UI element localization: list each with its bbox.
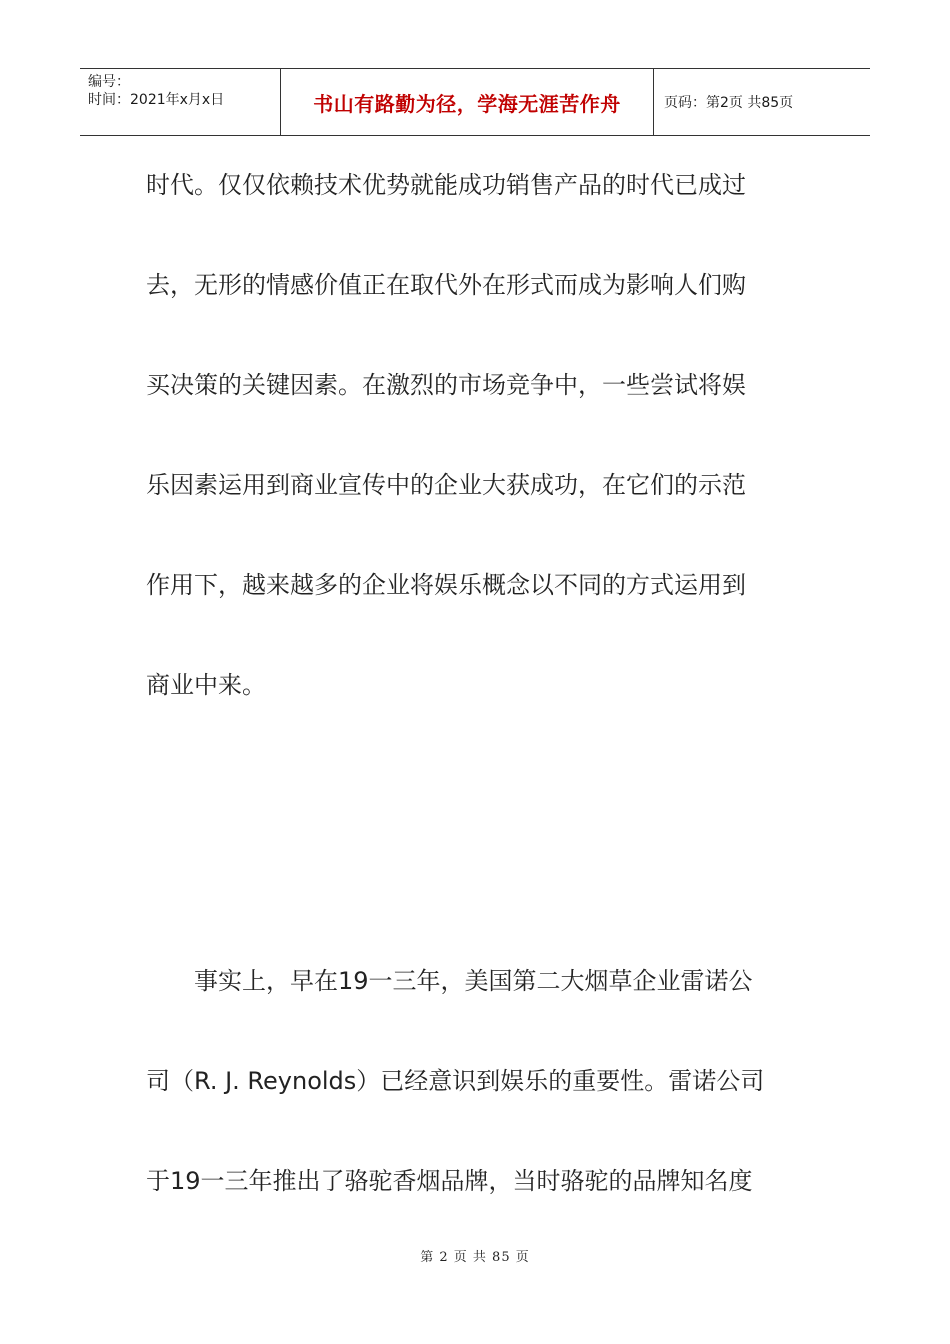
paragraph-line: 时代。仅仅依赖技术优势就能成功销售产品的时代已成过 [146,171,746,199]
header-page-info: 页码：第2页 共85页 [664,95,794,111]
paragraph-line: 乐因素运用到商业宣传中的企业大获成功，在它们的示范 [146,471,746,499]
paragraph-line: 商业中来。 [146,671,266,699]
paragraph-line: 去，无形的情感价值正在取代外在形式而成为影响人们购 [146,271,746,299]
page-footer: 第 2 页 共 85 页 [420,1250,530,1265]
paragraph-line: 买决策的关键因素。在激烈的市场竞争中，一些尝试将娱 [146,371,746,399]
paragraph-line: 于19一三年推出了骆驼香烟品牌，当时骆驼的品牌知名度 [146,1167,753,1195]
number-label: 编号： [88,74,130,90]
paragraph-line: 作用下，越来越多的企业将娱乐概念以不同的方式运用到 [146,571,746,599]
header-motto: 书山有路勤为径，学海无涯苦作舟 [280,69,654,135]
paragraph-line: 司（R. J. Reynolds）已经意识到娱乐的重要性。雷诺公司 [146,1067,765,1095]
document-header [80,68,870,136]
paragraph-line: 事实上，早在19一三年，美国第二大烟草企业雷诺公 [194,967,753,995]
header-meta [80,69,280,135]
time-label: 时间：2021年x月x日 [88,92,225,108]
